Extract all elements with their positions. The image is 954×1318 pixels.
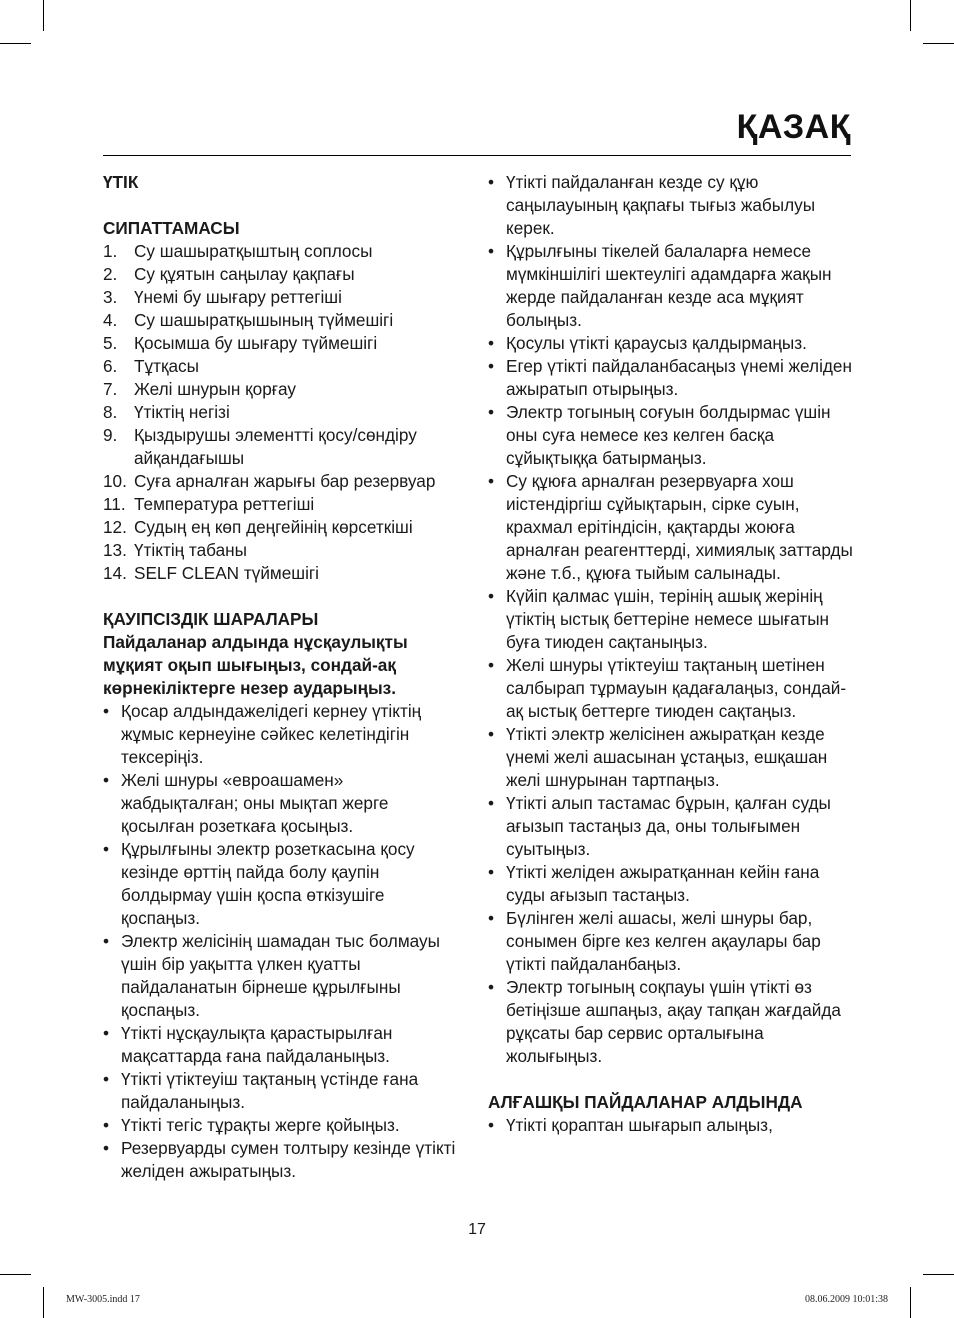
bullet-icon: • bbox=[488, 241, 495, 261]
first-use-list bbox=[488, 1114, 854, 1137]
item-text: Су шашыратқыштың соплосы bbox=[134, 241, 373, 261]
item-text: Күйіп қалмас үшін, терінің ашық жерінің үтіктің ыстық беттеріне немесе шығатын буға тиюден сақтаныңыз. bbox=[506, 586, 830, 652]
item-text: Қыздырушы элементті қосу/сөндіру айқандағышы bbox=[134, 425, 417, 468]
item-text: Электр тогының соғуын болдырмас үшін оны суға немесе кез келген басқа сұйықтыққа батырмаңыз. bbox=[506, 402, 831, 468]
item-text: Резервуарды сумен толтыру кезінде үтікті желіден ажыратыңыз. bbox=[121, 1138, 456, 1181]
item-text: SELF CLEAN түймешігі bbox=[134, 563, 319, 583]
item-text: Үтікті пайдаланған кезде су құю саңылауының қақпағы тығыз жабылуы керек. bbox=[506, 172, 816, 238]
item-text: Су құятын саңылау қақпағы bbox=[134, 264, 355, 284]
list-item bbox=[103, 355, 463, 378]
item-text: Электр тогының соқпауы үшін үтікті өз бетіңізше ашпаңыз, ақау тапқан жағдайда рұқсаты бар сервис орталығына жолығыңыз. bbox=[506, 977, 841, 1066]
item-number: 14. bbox=[103, 563, 127, 583]
list-item bbox=[488, 171, 854, 240]
bullet-icon: • bbox=[488, 655, 495, 675]
item-text: Егер үтікті пайдаланбасаңыз үнемі желіден ажыратып отырыңыз. bbox=[506, 356, 852, 399]
item-number: 12. bbox=[103, 517, 127, 537]
bullet-icon: • bbox=[103, 701, 110, 721]
list-item bbox=[488, 240, 854, 332]
bullet-icon: • bbox=[488, 471, 495, 491]
left-column bbox=[103, 171, 463, 1183]
bullet-icon: • bbox=[488, 908, 495, 928]
safety-list bbox=[103, 700, 463, 1183]
safety-list-continued bbox=[488, 171, 854, 1068]
list-item bbox=[488, 470, 854, 585]
item-text: Желі шнуры «евроашамен» жабдықталған; оны мықтап жерге қосылған розеткаға қосыңыз. bbox=[121, 770, 389, 836]
item-number: 4. bbox=[103, 310, 118, 330]
item-text: Үтікті электр желісінен ажыратқан кезде үнемі желі ашасынан ұстаңыз, ешқашан желі шнурынан тартпаңыз. bbox=[506, 724, 828, 790]
item-text: Үтікті нұсқаулықта қарастырылған мақсаттарда ғана пайдаланыңыз. bbox=[121, 1023, 393, 1066]
page-title: ҚАЗАҚ bbox=[736, 108, 851, 146]
bullet-icon: • bbox=[103, 839, 110, 859]
first-use-heading: АЛҒАШҚЫ ПАЙДАЛАНАР АЛДЫНДА bbox=[488, 1092, 803, 1112]
list-item bbox=[488, 861, 854, 907]
list-item bbox=[103, 286, 463, 309]
list-item bbox=[103, 700, 463, 769]
item-text: Желі шнурын қорғау bbox=[134, 379, 296, 399]
item-text: Үнемі бу шығару реттегіші bbox=[134, 287, 342, 307]
item-text: Үтіктің негізі bbox=[134, 402, 230, 422]
list-item bbox=[103, 332, 463, 355]
list-item bbox=[488, 723, 854, 792]
list-item bbox=[488, 976, 854, 1068]
item-text: Тұтқасы bbox=[134, 356, 199, 376]
bullet-icon: • bbox=[488, 333, 495, 353]
item-number: 2. bbox=[103, 264, 118, 284]
crop-mark bbox=[923, 43, 954, 44]
crop-mark bbox=[923, 1274, 954, 1275]
header-rule bbox=[103, 155, 851, 156]
item-text: Температура реттегіші bbox=[134, 494, 315, 514]
list-item bbox=[488, 585, 854, 654]
item-text: Үтікті үтіктеуіш тақтаның үстінде ғана пайдаланыңыз. bbox=[121, 1069, 419, 1112]
item-number: 1. bbox=[103, 241, 118, 261]
list-item bbox=[488, 792, 854, 861]
item-text: Үтікті желіден ажыратқаннан кейін ғана суды ағызып тастаңыз. bbox=[506, 862, 820, 905]
bullet-icon: • bbox=[103, 770, 110, 790]
bullet-icon: • bbox=[488, 977, 495, 997]
list-item bbox=[103, 493, 463, 516]
list-item bbox=[103, 378, 463, 401]
bullet-icon: • bbox=[488, 724, 495, 744]
list-item bbox=[103, 309, 463, 332]
crop-mark bbox=[0, 1274, 31, 1275]
product-heading: ҮТІК bbox=[103, 172, 139, 192]
item-text: Бүлінген желі ашасы, желі шнуры бар, сонымен бірге кез келген ақаулары бар үтікті пайдаланбаңыз. bbox=[506, 908, 821, 974]
item-text: Үтіктің табаны bbox=[134, 540, 248, 560]
list-item bbox=[103, 539, 463, 562]
crop-mark bbox=[43, 0, 44, 31]
safety-intro: Пайдаланар алдында нұсқаулықты мұқият оқып шығыңыз, сондай-ақ көрнекіліктерге незер аударыңыз. bbox=[103, 632, 408, 698]
description-heading: СИПАТТАМАСЫ bbox=[103, 218, 240, 238]
list-item bbox=[103, 1114, 463, 1137]
list-item bbox=[103, 769, 463, 838]
item-number: 7. bbox=[103, 379, 118, 399]
bullet-icon: • bbox=[103, 1069, 110, 1089]
crop-mark bbox=[0, 43, 31, 44]
list-item bbox=[103, 240, 463, 263]
list-item bbox=[488, 401, 854, 470]
list-item bbox=[103, 838, 463, 930]
bullet-icon: • bbox=[103, 931, 110, 951]
list-item bbox=[103, 1022, 463, 1068]
crop-mark bbox=[910, 1287, 911, 1318]
bullet-icon: • bbox=[488, 356, 495, 376]
item-text: Қосымша бу шығару түймешігі bbox=[134, 333, 378, 353]
item-text: Су құюға арналған резервуарға хош иістендіргіш сұйықтарын, сірке суын, крахмал ерітіндісін, қақтарды жоюға арналған реагенттерді, химиялық заттарды және т.б., құюға тыйым салынады. bbox=[506, 471, 853, 583]
item-text: Суға арналған жарығы бар резервуар bbox=[134, 471, 436, 491]
crop-mark bbox=[910, 0, 911, 31]
item-number: 6. bbox=[103, 356, 118, 376]
item-text: Қосар алдындажелідегі кернеу үтіктің жұмыс кернеуіне сәйкес келетіндігін тексеріңіз. bbox=[121, 701, 422, 767]
slug-file: MW-3005.indd 17 bbox=[66, 1294, 140, 1305]
list-item bbox=[103, 424, 463, 470]
item-number: 3. bbox=[103, 287, 118, 307]
crop-mark bbox=[43, 1287, 44, 1318]
bullet-icon: • bbox=[103, 1115, 110, 1135]
item-text: Үтікті алып тастамас бұрын, қалған суды ағызып тастаңыз да, оны толығымен суытыңыз. bbox=[506, 793, 831, 859]
list-item bbox=[103, 930, 463, 1022]
item-text: Су шашыратқышының түймешігі bbox=[134, 310, 394, 330]
list-item bbox=[103, 1068, 463, 1114]
list-item bbox=[103, 401, 463, 424]
bullet-icon: • bbox=[488, 402, 495, 422]
item-number: 9. bbox=[103, 425, 118, 445]
item-number: 5. bbox=[103, 333, 118, 353]
list-item bbox=[103, 562, 463, 585]
list-item bbox=[103, 263, 463, 286]
bullet-icon: • bbox=[103, 1138, 110, 1158]
bullet-icon: • bbox=[103, 1023, 110, 1043]
list-item bbox=[103, 516, 463, 539]
item-text: Электр желісінің шамадан тыс болмауы үшін бір уақытта үлкен қуатты пайдаланатын бірнеше құрылғыны қоспаңыз. bbox=[121, 931, 440, 1020]
bullet-icon: • bbox=[488, 793, 495, 813]
item-number: 11. bbox=[103, 494, 126, 514]
item-number: 10. bbox=[103, 471, 127, 491]
item-number: 13. bbox=[103, 540, 127, 560]
list-item bbox=[488, 1114, 854, 1137]
parts-list bbox=[103, 240, 463, 585]
item-text: Судың ең көп деңгейінің көрсеткіші bbox=[134, 517, 413, 537]
bullet-icon: • bbox=[488, 172, 495, 192]
list-item bbox=[103, 470, 463, 493]
list-item bbox=[488, 332, 854, 355]
bullet-icon: • bbox=[488, 586, 495, 606]
bullet-icon: • bbox=[488, 1115, 495, 1135]
safety-heading: ҚАУІПСІЗДІК ШАРАЛАРЫ bbox=[103, 609, 319, 629]
item-text: Құрылғыны тікелей балаларға немесе мүмкіншілігі шектеулігі адамдарға жақын жерде пайдаланған кезде аса мұқият болыңыз. bbox=[506, 241, 832, 330]
bullet-icon: • bbox=[488, 862, 495, 882]
list-item bbox=[103, 1137, 463, 1183]
list-item bbox=[488, 654, 854, 723]
list-item bbox=[488, 907, 854, 976]
slug-date: 08.06.2009 10:01:38 bbox=[804, 1294, 888, 1305]
right-column bbox=[488, 171, 854, 1137]
item-text: Үтікті қораптан шығарып алыңыз, bbox=[506, 1115, 773, 1135]
item-text: Құрылғыны электр розеткасына қосу кезінде өрттің пайда болу қаупін болдырмау үшін қоспа өткізушіге қоспаңыз. bbox=[121, 839, 415, 928]
item-text: Үтікті тегіс тұрақты жерге қойыңыз. bbox=[121, 1115, 400, 1135]
page-number: 17 bbox=[468, 1221, 486, 1238]
item-text: Қосулы үтікті қараусыз қалдырмаңыз. bbox=[506, 333, 807, 353]
item-number: 8. bbox=[103, 402, 118, 422]
list-item bbox=[488, 355, 854, 401]
item-text: Желі шнуры үтіктеуіш тақтаның шетінен салбырап тұрмауын қадағалаңыз, сондай-ақ ыстық беттерге тиюден сақтаңыз. bbox=[506, 655, 847, 721]
